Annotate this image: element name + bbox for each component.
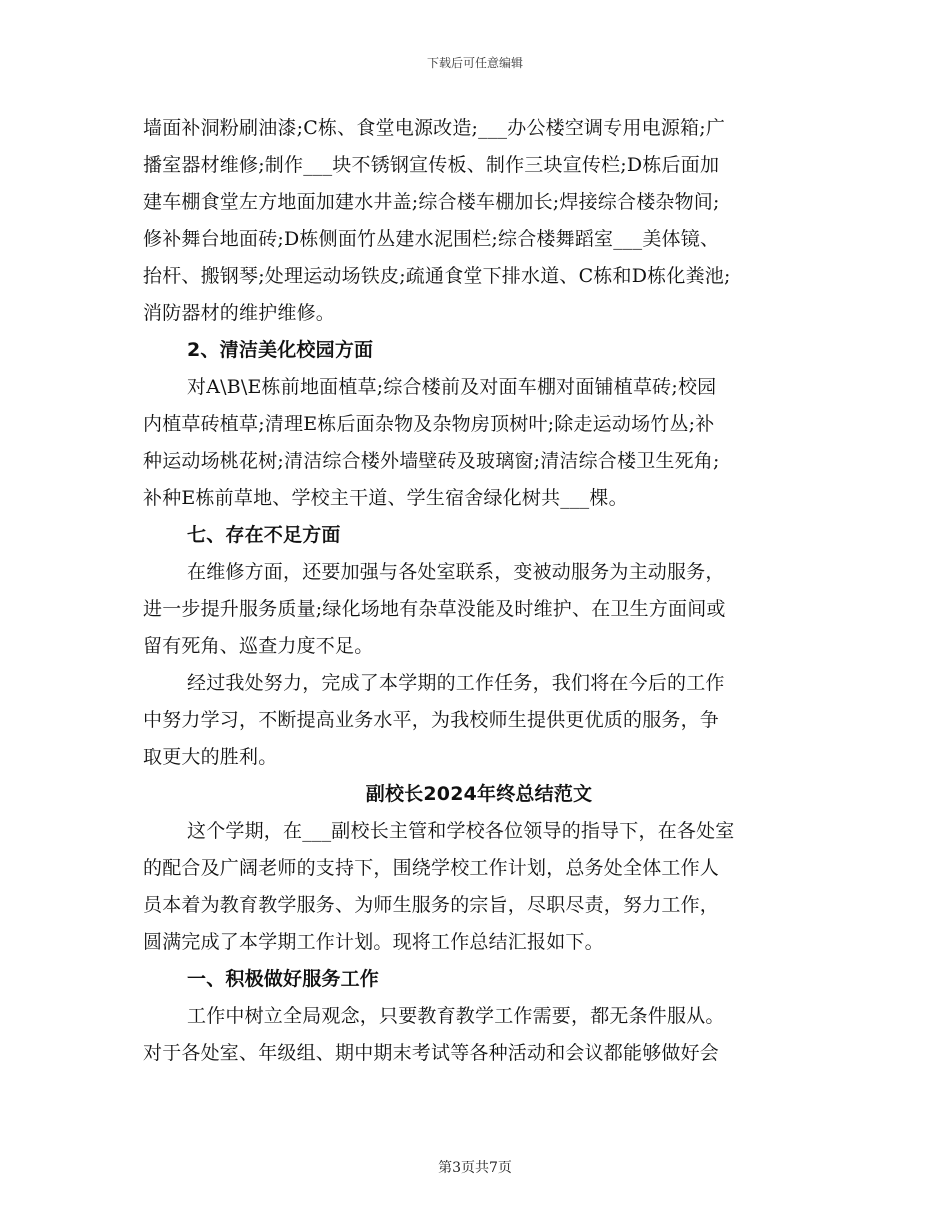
page-footer: 第3页共7页 — [438, 1160, 512, 1176]
body-line: 中努力学习，不断提高业务水平，为我校师生提供更优质的服务，争 — [143, 709, 720, 731]
body-line: 进一步提升服务质量;绿化场地有杂草没能及时维护、在卫生方面间或 — [143, 598, 726, 620]
body-line: 抬杆、搬钢琴;处理运动场铁皮;疏通食堂下排水道、C栋和D栋化粪池; — [143, 265, 731, 287]
body-line: 种运动场桃花树;清洁综合楼外墙壁砖及玻璃窗;清洁综合楼卫生死角; — [143, 450, 720, 472]
body-line: 的配合及广阔老师的支持下，围绕学校工作计划，总务处全体工作人 — [143, 857, 720, 879]
body-line: 员本着为教育教学服务、为师生服务的宗旨，尽职尽责，努力工作， — [143, 894, 720, 916]
section-heading: 七、存在不足方面 — [187, 524, 341, 546]
body-line: 取更大的胜利。 — [143, 746, 278, 768]
body-line: 补种E栋前草地、学校主干道、学生宿舍绿化树共___棵。 — [143, 487, 628, 509]
body-line: 播室器材维修;制作___块不锈钢宣传板、制作三块宣传栏;D栋后面加 — [143, 154, 720, 176]
paragraph-first-line: 工作中树立全局观念，只要教育教学工作需要，都无条件服从。 — [187, 1005, 725, 1027]
body-line: 建车棚食堂左方地面加建水井盖;综合楼车棚加长;焊接综合楼杂物间; — [143, 191, 720, 213]
paragraph-first-line: 对A\B\E栋前地面植草;综合楼前及对面车棚对面铺植草砖;校园 — [187, 376, 717, 398]
paragraph-first-line: 在维修方面，还要加强与各处室联系，变被动服务为主动服务， — [187, 561, 725, 583]
paragraph-first-line: 这个学期，在___副校长主管和学校各位领导的指导下，在各处室 — [187, 820, 735, 842]
document-title: 副校长2024年终总结范文 — [365, 783, 593, 805]
body-line: 对于各处室、年级组、期中期末考试等各种活动和会议都能够做好会 — [143, 1042, 720, 1064]
body-line: 留有死角、巡查力度不足。 — [143, 635, 374, 657]
body-line: 墙面补洞粉刷油漆;C栋、食堂电源改造;___办公楼空调专用电源箱;广 — [143, 117, 726, 139]
page-header: 下载后可任意编辑 — [426, 56, 523, 70]
section-heading: 一、积极做好服务工作 — [187, 968, 380, 990]
body-line: 内植草砖植草;清理E栋后面杂物及杂物房顶树叶;除走运动场竹丛;补 — [143, 413, 715, 435]
body-line: 圆满完成了本学期工作计划。现将工作总结汇报如下。 — [143, 931, 604, 953]
section-heading: 2、清洁美化校园方面 — [187, 339, 374, 361]
paragraph-first-line: 经过我处努力，完成了本学期的工作任务，我们将在今后的工作 — [187, 672, 725, 694]
body-line: 修补舞台地面砖;D栋侧面竹丛建水泥围栏;综合楼舞蹈室___美体镜、 — [143, 228, 720, 250]
document-body — [143, 110, 815, 1072]
body-line: 消防器材的维护维修。 — [143, 302, 336, 324]
